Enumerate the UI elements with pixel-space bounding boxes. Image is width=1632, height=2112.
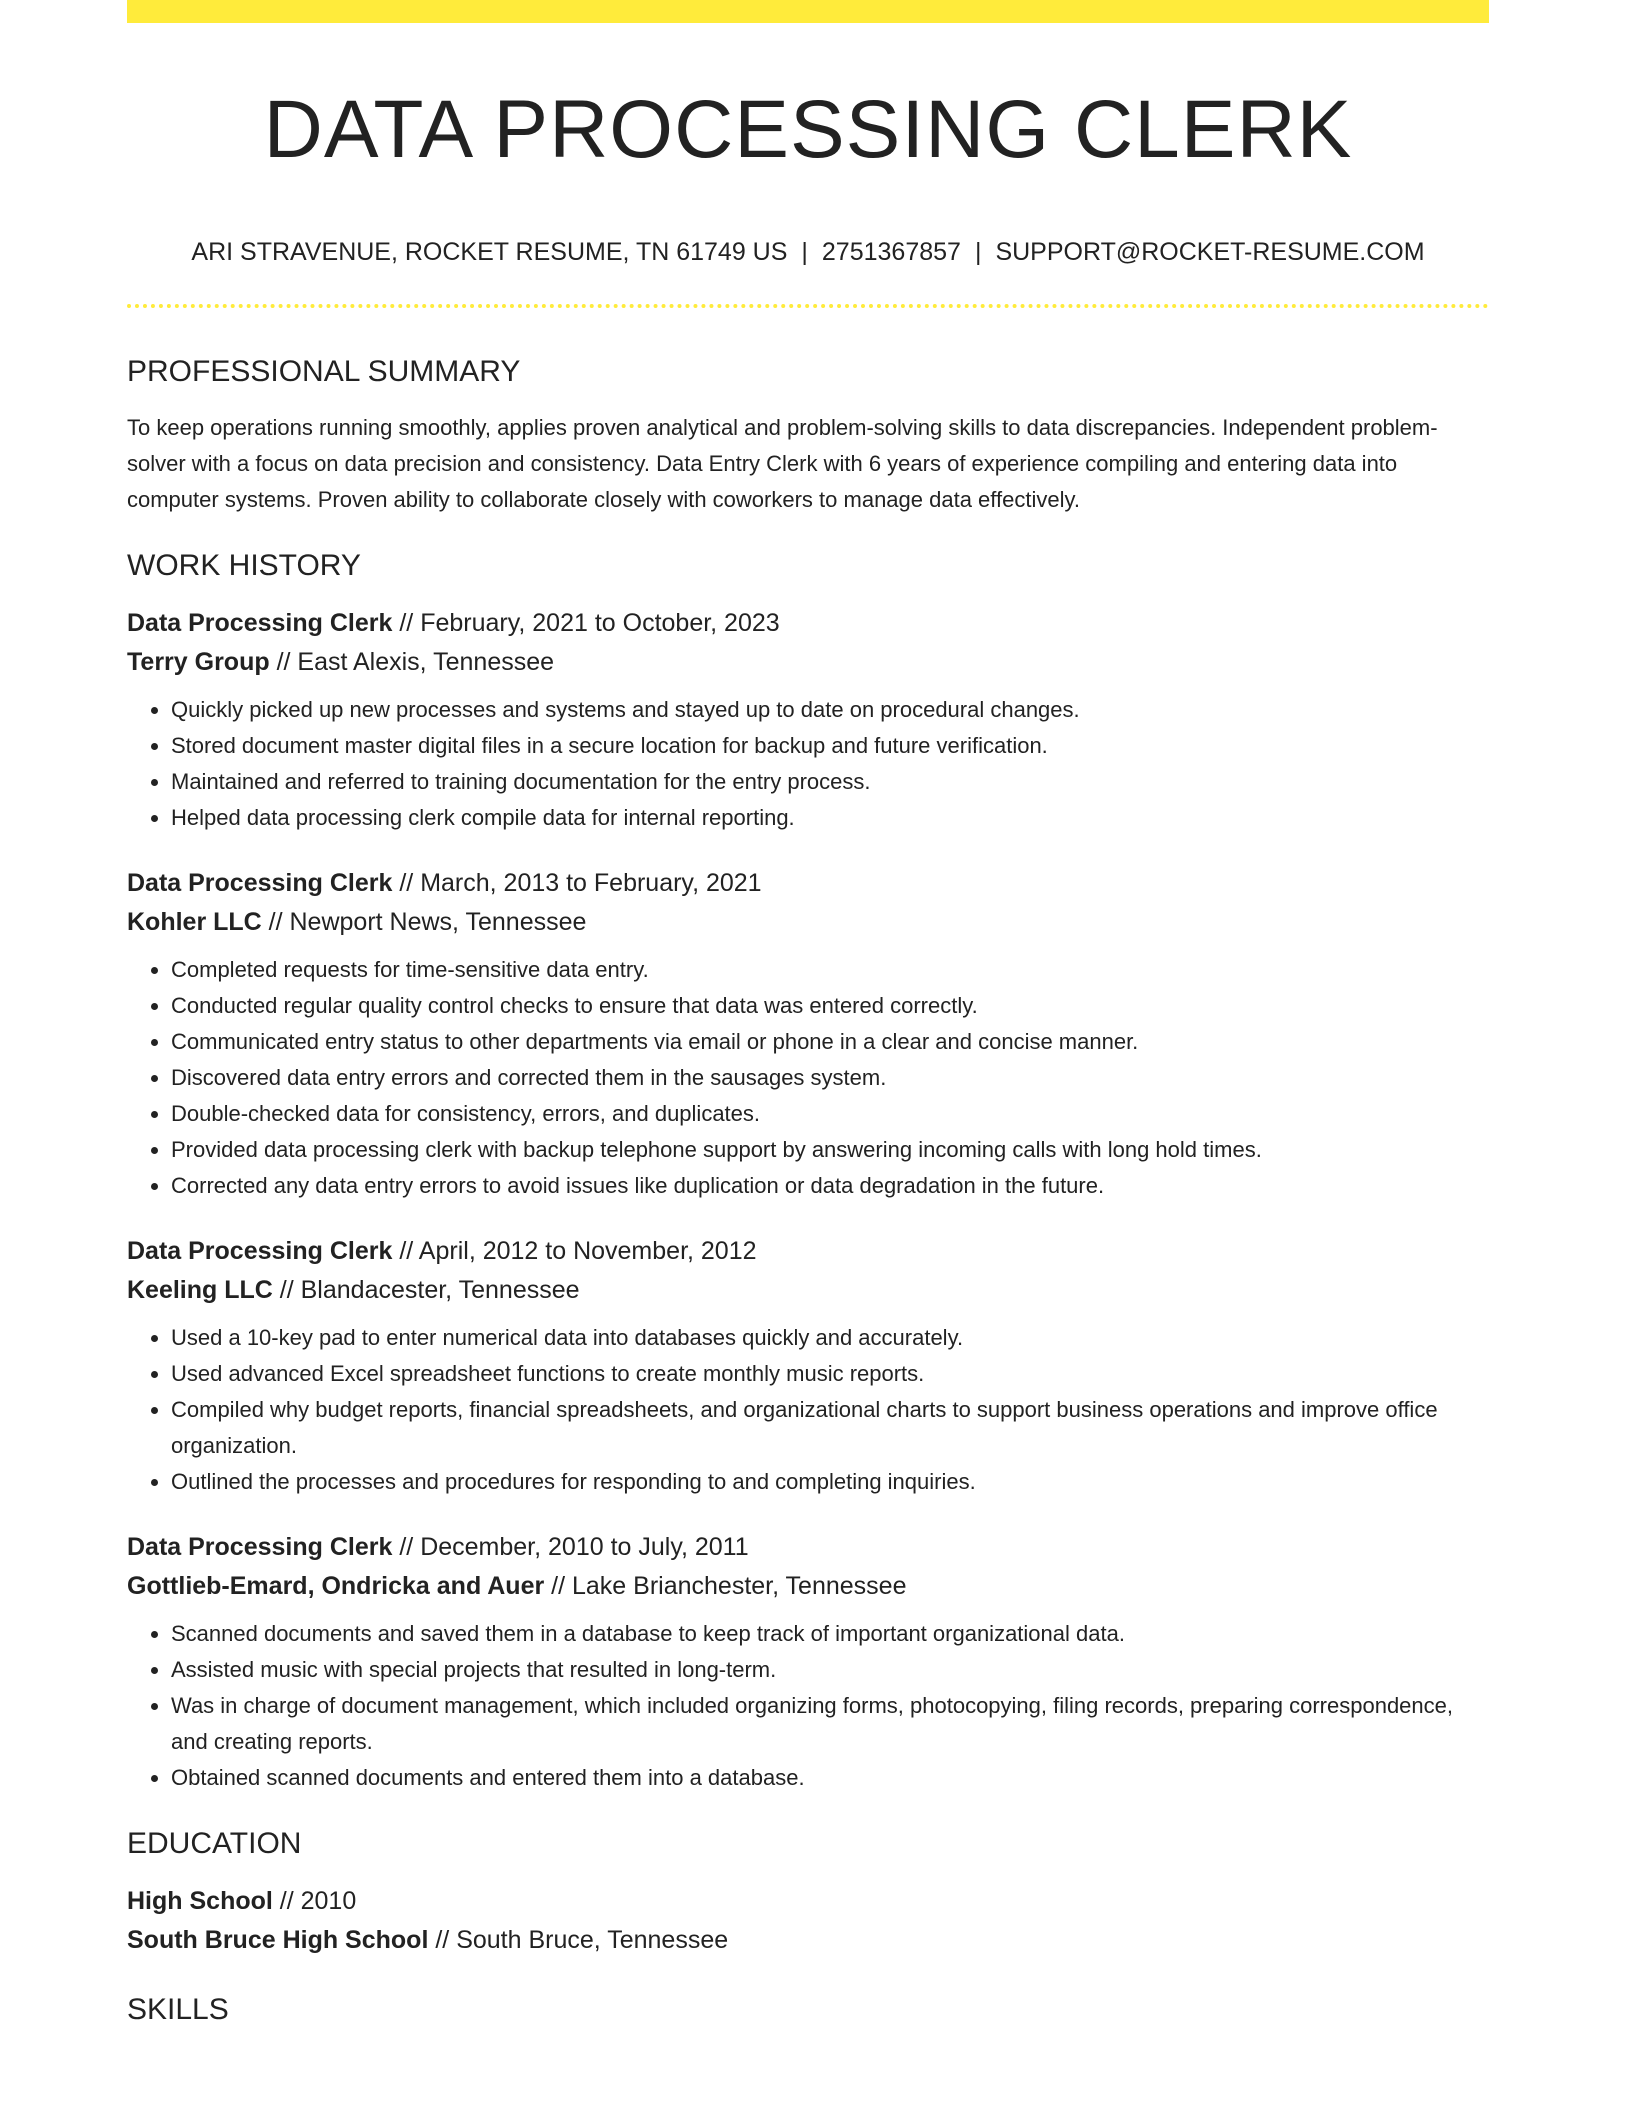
page-title: DATA PROCESSING CLERK (263, 84, 1353, 175)
job-bullet: • Completed requests for time-sensitive data entry. (171, 952, 1489, 988)
summary-text: To keep operations running smoothly, applies proven analytical and problem-solving skills to data discrepancies. Independent problem-solver with a focus on data precision and consistency. Data Entry Clerk with 6 years of experience compiling and entering data into computer systems. Proven ability to collaborate closely with coworkers to manage data effectively. (127, 415, 1438, 512)
summary-heading: PROFESSIONAL SUMMARY (127, 355, 521, 388)
job-bullet: • Maintained and referred to training documentation for the entry process. (171, 764, 1489, 800)
contact-separator: | (801, 238, 808, 266)
job-bullet: • Quickly picked up new processes and systems and stayed up to date on procedural changes. (171, 692, 1489, 728)
contact-separator: | (974, 238, 982, 266)
job-bullet: • Provided data processing clerk with backup telephone support by answering incoming calls with long hold times. (171, 1132, 1489, 1168)
education-location: // South Bruce, Tennessee (428, 1926, 729, 1954)
education-school-line (127, 1921, 1489, 1960)
job-dates: // April, 2012 to November, 2012 (392, 1237, 757, 1265)
job-dates: // March, 2013 to February, 2021 (392, 869, 762, 897)
job-location: // Newport News, Tennessee (261, 908, 587, 936)
job-bullet: • Communicated entry status to other departments via email or phone in a clear and concise manner. (171, 1024, 1489, 1060)
education-degree-line (127, 1882, 1489, 1921)
job-bullets (127, 1616, 1489, 1796)
accent-bar (127, 0, 1489, 23)
job-bullet: • Compiled why budget reports, financial spreadsheets, and organizational charts to support business operations and improve office organization. (171, 1392, 1489, 1464)
job-bullet: • Scanned documents and saved them in a database to keep track of important organizational data. (171, 1616, 1489, 1652)
job-bullet: • Conducted regular quality control checks to ensure that data was entered correctly. (171, 988, 1489, 1024)
job-dates: // December, 2010 to July, 2011 (392, 1533, 749, 1561)
job-bullet: • Outlined the processes and procedures for responding to and completing inquiries. (171, 1464, 1489, 1500)
job-title: Data Processing Clerk (127, 1533, 393, 1561)
job-location: // East Alexis, Tennessee (269, 648, 555, 676)
job-company-line (127, 903, 1489, 942)
education-school: South Bruce High School (127, 1926, 429, 1954)
resume-content (127, 352, 1489, 2048)
job-bullet: • Double-checked data for consistency, errors, and duplicates. (171, 1096, 1489, 1132)
education-degree: High School (127, 1887, 273, 1915)
dotted-divider (127, 304, 1489, 308)
job-bullets (127, 1320, 1489, 1500)
job-bullet: • Stored document master digital files in a secure location for backup and future verification. (171, 728, 1489, 764)
education-year: // 2010 (272, 1887, 357, 1915)
job-bullet: • Used advanced Excel spreadsheet functions to create monthly music reports. (171, 1356, 1489, 1392)
job-title-line (127, 1232, 1489, 1271)
job-title-line (127, 604, 1489, 643)
job-entry (127, 1232, 1489, 1500)
job-company-line (127, 643, 1489, 682)
contact-line (127, 236, 1489, 268)
job-dates: // February, 2021 to October, 2023 (392, 609, 780, 637)
job-bullet: • Corrected any data entry errors to avoid issues like duplication or data degradation in the future. (171, 1168, 1489, 1204)
education-heading: EDUCATION (127, 1827, 302, 1860)
job-company: Terry Group (127, 648, 270, 676)
contact-address: ARI STRAVENUE, ROCKET RESUME, TN 61749 US (191, 238, 788, 266)
skills-heading: SKILLS (127, 1993, 229, 2026)
contact-email: SUPPORT@ROCKET-RESUME.COM (995, 238, 1425, 266)
job-company-line (127, 1271, 1489, 1310)
work-history-heading: WORK HISTORY (127, 549, 361, 582)
job-title: Data Processing Clerk (127, 609, 393, 637)
contact-phone: 2751367857 (821, 238, 961, 266)
job-bullets (127, 952, 1489, 1204)
job-location: // Blandacester, Tennessee (272, 1276, 580, 1304)
job-title: Data Processing Clerk (127, 869, 393, 897)
job-entry (127, 604, 1489, 836)
job-title: Data Processing Clerk (127, 1237, 393, 1265)
job-company: Gottlieb-Emard, Ondricka and Auer (127, 1572, 545, 1600)
job-entry (127, 1528, 1489, 1796)
job-location: // Lake Brianchester, Tennessee (544, 1572, 907, 1600)
job-bullet: • Was in charge of document management, which included organizing forms, photocopying, filing records, preparing correspondence, and creating reports. (171, 1688, 1489, 1760)
job-entry (127, 864, 1489, 1204)
job-company-line (127, 1567, 1489, 1606)
job-bullet: • Assisted music with special projects that resulted in long-term. (171, 1652, 1489, 1688)
job-company: Keeling LLC (127, 1276, 273, 1304)
job-bullet: • Obtained scanned documents and entered them into a database. (171, 1760, 1489, 1796)
job-bullets (127, 692, 1489, 836)
job-title-line (127, 864, 1489, 903)
education-entry (127, 1882, 1489, 1960)
job-company: Kohler LLC (127, 908, 262, 936)
job-bullet: • Used a 10-key pad to enter numerical data into databases quickly and accurately. (171, 1320, 1489, 1356)
job-title-line (127, 1528, 1489, 1567)
job-bullet: • Discovered data entry errors and corrected them in the sausages system. (171, 1060, 1489, 1096)
job-bullet: • Helped data processing clerk compile data for internal reporting. (171, 800, 1489, 836)
